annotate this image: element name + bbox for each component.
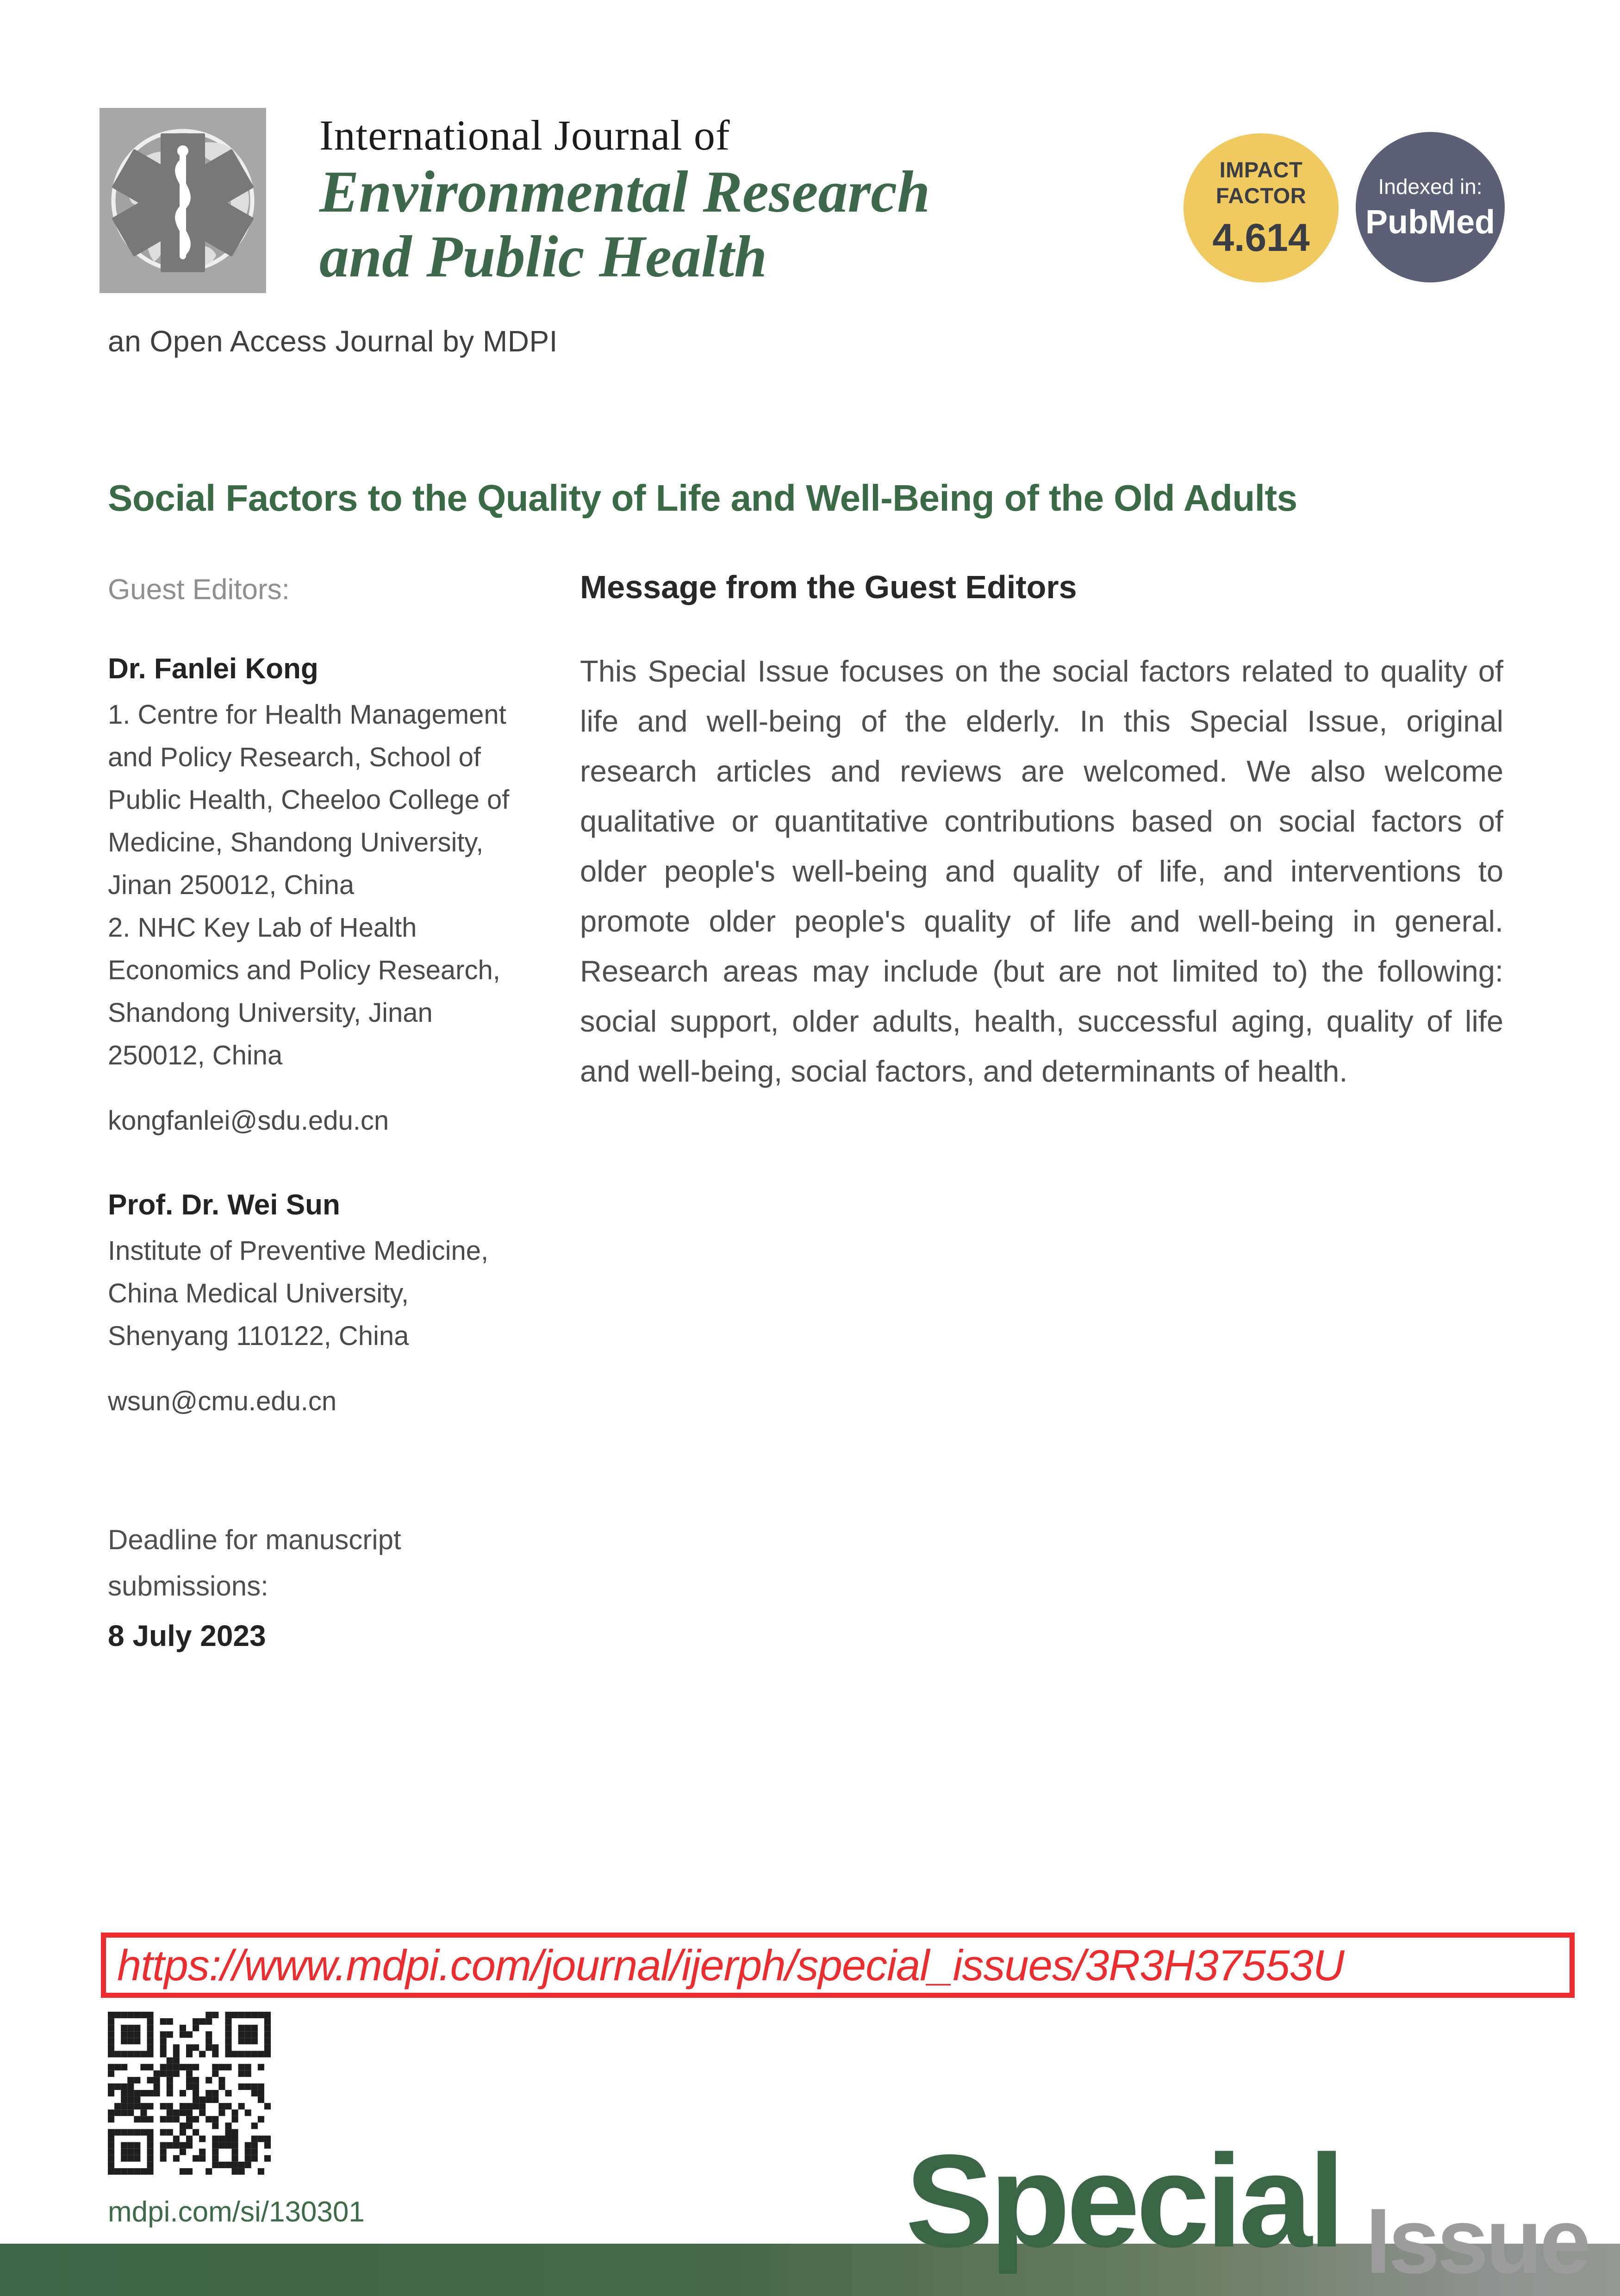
message-heading: Message from the Guest Editors [580,569,1077,605]
indexed-in-badge [1356,132,1505,282]
journal-title-line3: and Public Health [319,224,767,289]
affiliation-line: Economics and Policy Research, [108,955,500,985]
message-column [580,646,1503,1096]
journal-title-line2: Environmental Research [319,159,930,225]
impact-factor-label-1: IMPACT [1219,157,1303,182]
affiliation-line: Shandong University, Jinan [108,998,433,1028]
affiliation-line: China Medical University, [108,1278,409,1308]
affiliation-line: Public Health, Cheeloo College of [108,785,510,815]
affiliation-line: and Policy Research, School of [108,742,481,772]
deadline-date: 8 July 2023 [108,1619,266,1652]
deadline-label-1: Deadline for manuscript [108,1524,401,1555]
message-body: This Special Issue focuses on the social factors related to quality of life and well-being of the elderly. In this Special Issue, original research articles and reviews are welcomed. We also welcome qualitative or quantitative contributions based on social factors of older people's well-being and quality of life, and interventions to promote older people's quality of life and well-being in general. Research areas may include (but are not limited to) the following: social support, older adults, health, successful aging, quality of life and well-being, social factors, and determinants of health. [580,654,1503,1088]
editor-email[interactable]: wsun@cmu.edu.cn [108,1386,337,1416]
footer-word-special: Special [905,2127,1342,2275]
deadline-block [108,1517,401,1656]
special-issue-url-box [101,1933,1575,1998]
editor-email[interactable]: kongfanlei@sdu.edu.cn [108,1106,389,1136]
guest-editors-column [108,652,575,1418]
editor-name: Dr. Fanlei Kong [108,653,318,685]
journal-title-block [319,111,930,289]
special-issue-title: Social Factors to the Quality of Life and Well-Being of the Old Adults [108,477,1297,519]
editor-block [108,652,575,1137]
editor-affiliation [108,1230,575,1358]
impact-factor-label-2: FACTOR [1215,183,1307,208]
qr-code-icon [108,2012,271,2175]
indexed-in-value: PubMed [1365,203,1495,241]
editor-block [108,1188,575,1418]
impact-factor-badge [1184,133,1339,282]
impact-factor-value: 4.614 [1212,216,1310,259]
editor-affiliation [108,694,575,1077]
affiliation-line: 1. Centre for Health Management [108,700,506,730]
affiliation-line: Shenyang 110122, China [108,1321,409,1351]
journal-title-prefix: International Journal of [319,112,730,159]
short-url-link[interactable]: mdpi.com/si/130301 [108,2196,365,2228]
affiliation-line: Institute of Preventive Medicine, [108,1236,489,1266]
affiliation-line: Medicine, Shandong University, [108,827,484,857]
deadline-label-2: submissions: [108,1570,268,1602]
affiliation-line: 2. NHC Key Lab of Health [108,913,417,943]
journal-subtitle: an Open Access Journal by MDPI [108,325,558,358]
globe-star-of-life-icon [100,108,266,293]
footer-word-issue: Issue [1365,2190,1589,2293]
affiliation-line: Jinan 250012, China [108,870,355,900]
journal-logo [100,108,266,293]
editor-name: Prof. Dr. Wei Sun [108,1189,340,1221]
guest-editors-label: Guest Editors: [108,574,290,606]
affiliation-line: 250012, China [108,1040,283,1070]
indexed-in-label: Indexed in: [1378,174,1483,199]
special-issue-url-link[interactable]: https://www.mdpi.com/journal/ijerph/special_issues/3R3H37553U [117,1940,1344,1989]
